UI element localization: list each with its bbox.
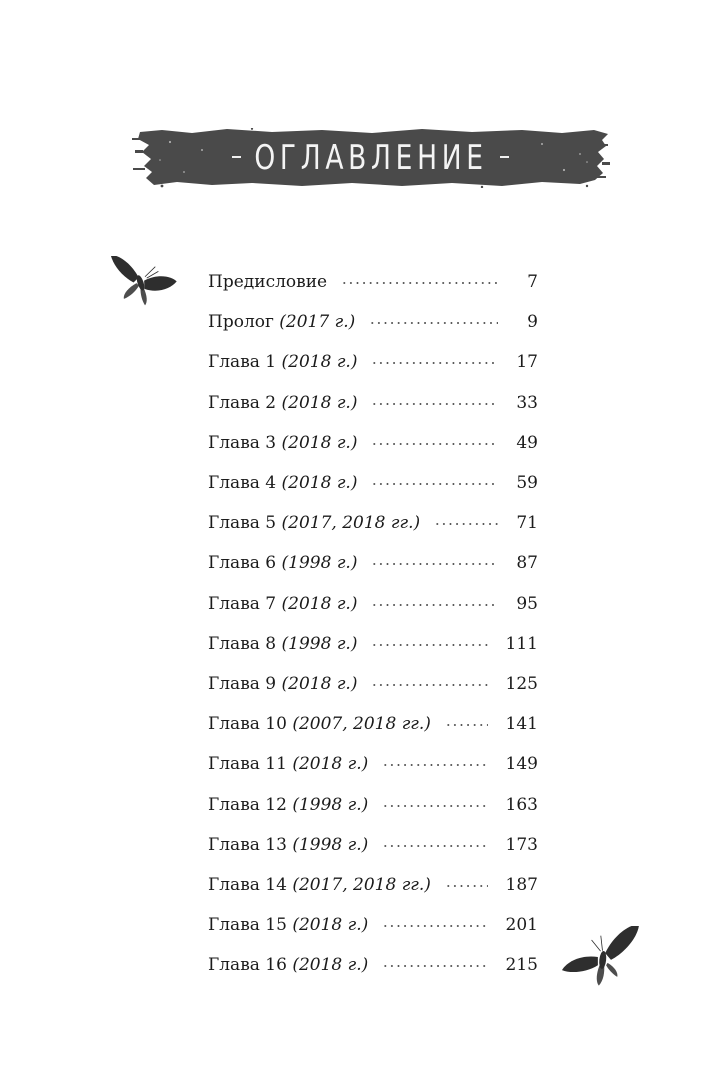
- toc-entry[interactable]: [208, 624, 538, 664]
- dot-leader: [369, 322, 498, 324]
- toc-entry-title: Глава 12: [208, 794, 287, 815]
- toc-entry-date: (2018 г.): [281, 473, 358, 494]
- dot-leader: [445, 885, 488, 887]
- toc-entry-date: (2018 г.): [292, 754, 369, 775]
- toc-entry-title: Глава 8: [208, 633, 277, 654]
- toc-entry-title: Глава 15: [208, 915, 287, 936]
- toc-entry-page-number: 141: [505, 714, 538, 735]
- toc-entry-page-number: 187: [505, 874, 538, 895]
- dot-leader: [371, 604, 498, 606]
- toc-entry-title: Глава 1: [208, 352, 277, 373]
- toc-entry-label: [208, 393, 357, 413]
- toc-entry-label: [208, 553, 357, 573]
- toc-entry-title: Глава 4: [208, 473, 277, 494]
- toc-entry-label: [208, 473, 357, 493]
- toc-entry-page-number: 201: [505, 915, 538, 936]
- toc-entry-label: [208, 835, 368, 855]
- toc-entry[interactable]: [208, 383, 538, 423]
- dot-leader: [371, 443, 498, 445]
- toc-entry[interactable]: [208, 302, 538, 342]
- toc-entry[interactable]: [208, 664, 538, 704]
- toc-entry-label: [208, 272, 327, 292]
- toc-entry-label: [208, 312, 355, 332]
- toc-entry-date: (2007, 2018 гг.): [292, 714, 431, 735]
- toc-entry-label: [208, 795, 368, 815]
- dot-leader: [434, 523, 498, 525]
- page-title: ОГЛАВЛЕНИЕ: [254, 138, 488, 178]
- toc-entry-label: [208, 674, 357, 694]
- table-of-contents: [208, 262, 538, 985]
- toc-entry-date: (2017, 2018 гг.): [281, 513, 421, 534]
- toc-entry-page-number: 7: [527, 272, 538, 293]
- toc-entry-page-number: 163: [505, 794, 538, 815]
- toc-entry-title: Глава 10: [208, 714, 287, 735]
- toc-entry-title: Глава 9: [208, 673, 277, 694]
- toc-entry-date: (1998 г.): [281, 633, 358, 654]
- dot-leader: [382, 925, 487, 927]
- toc-entry-page-number: 49: [516, 432, 538, 453]
- toc-entry-title: Глава 13: [208, 834, 287, 855]
- dot-leader: [382, 965, 487, 967]
- toc-entry[interactable]: [208, 945, 538, 985]
- toc-entry[interactable]: [208, 423, 538, 463]
- toc-entry-label: [208, 594, 357, 614]
- toc-entry-page-number: 9: [527, 312, 538, 333]
- toc-entry[interactable]: [208, 704, 538, 744]
- toc-entry-page-number: 17: [516, 352, 538, 373]
- toc-entry[interactable]: [208, 784, 538, 824]
- toc-entry-page-number: 215: [505, 955, 538, 976]
- dot-leader: [382, 805, 487, 807]
- dot-leader: [371, 362, 498, 364]
- toc-entry[interactable]: [208, 825, 538, 865]
- dot-leader: [445, 724, 488, 726]
- toc-entry-page-number: 33: [516, 392, 538, 413]
- toc-entry-label: [208, 634, 357, 654]
- toc-entry[interactable]: [208, 744, 538, 784]
- dot-leader: [341, 282, 498, 284]
- toc-entry-label: [208, 955, 368, 975]
- toc-entry-page-number: 125: [505, 673, 538, 694]
- toc-entry-page-number: 87: [516, 553, 538, 574]
- toc-entry-date: (2018 г.): [292, 955, 369, 976]
- toc-entry-date: (2018 г.): [292, 915, 369, 936]
- moth-icon: [104, 256, 178, 306]
- dot-leader: [371, 644, 487, 646]
- toc-entry-date: (2017, 2018 гг.): [292, 874, 431, 895]
- toc-entry-date: (2018 г.): [281, 593, 358, 614]
- toc-entry-title: Глава 3: [208, 432, 277, 453]
- toc-entry[interactable]: [208, 463, 538, 503]
- dot-leader: [371, 483, 498, 485]
- toc-entry-label: [208, 875, 431, 895]
- toc-entry-date: (1998 г.): [292, 834, 369, 855]
- toc-entry-date: (1998 г.): [292, 794, 369, 815]
- toc-entry-title: Предисловие: [208, 272, 328, 293]
- toc-entry-label: [208, 513, 420, 533]
- toc-entry-label: [208, 915, 368, 935]
- toc-entry-date: (2018 г.): [281, 432, 358, 453]
- toc-entry-date: (2018 г.): [281, 392, 358, 413]
- toc-entry-page-number: 71: [516, 513, 538, 534]
- toc-entry-page-number: 111: [505, 633, 538, 654]
- toc-entry[interactable]: [208, 262, 538, 302]
- toc-entry[interactable]: [208, 342, 538, 382]
- toc-entry-title: Пролог: [208, 312, 274, 333]
- heading-banner: [132, 128, 610, 188]
- toc-entry-title: Глава 2: [208, 392, 277, 413]
- toc-entry-label: [208, 352, 357, 372]
- toc-entry-page-number: 59: [516, 473, 538, 494]
- toc-entry-page-number: 95: [516, 593, 538, 614]
- toc-entry[interactable]: [208, 865, 538, 905]
- toc-entry-date: (2017 г.): [279, 312, 356, 333]
- moth-icon: [556, 926, 648, 988]
- toc-entry-label: [208, 714, 431, 734]
- toc-entry-date: (1998 г.): [281, 553, 358, 574]
- toc-entry-title: Глава 5: [208, 513, 277, 534]
- dot-leader: [371, 563, 498, 565]
- toc-entry-date: (2018 г.): [281, 673, 358, 694]
- dot-leader: [371, 684, 487, 686]
- toc-entry-title: Глава 11: [208, 754, 287, 775]
- toc-entry[interactable]: [208, 905, 538, 945]
- toc-entry-label: [208, 754, 368, 774]
- toc-entry-page-number: 149: [505, 754, 538, 775]
- toc-entry-title: Глава 14: [208, 874, 287, 895]
- toc-entry-label: [208, 433, 357, 453]
- dot-leader: [371, 403, 498, 405]
- toc-entry-page-number: 173: [505, 834, 538, 855]
- dot-leader: [382, 845, 487, 847]
- toc-entry-title: Глава 16: [208, 955, 287, 976]
- toc-entry[interactable]: [208, 543, 538, 583]
- toc-entry[interactable]: [208, 503, 538, 543]
- toc-entry-title: Глава 7: [208, 593, 277, 614]
- toc-entry-title: Глава 6: [208, 553, 277, 574]
- dot-leader: [382, 764, 487, 766]
- toc-entry-date: (2018 г.): [281, 352, 358, 373]
- toc-entry[interactable]: [208, 584, 538, 624]
